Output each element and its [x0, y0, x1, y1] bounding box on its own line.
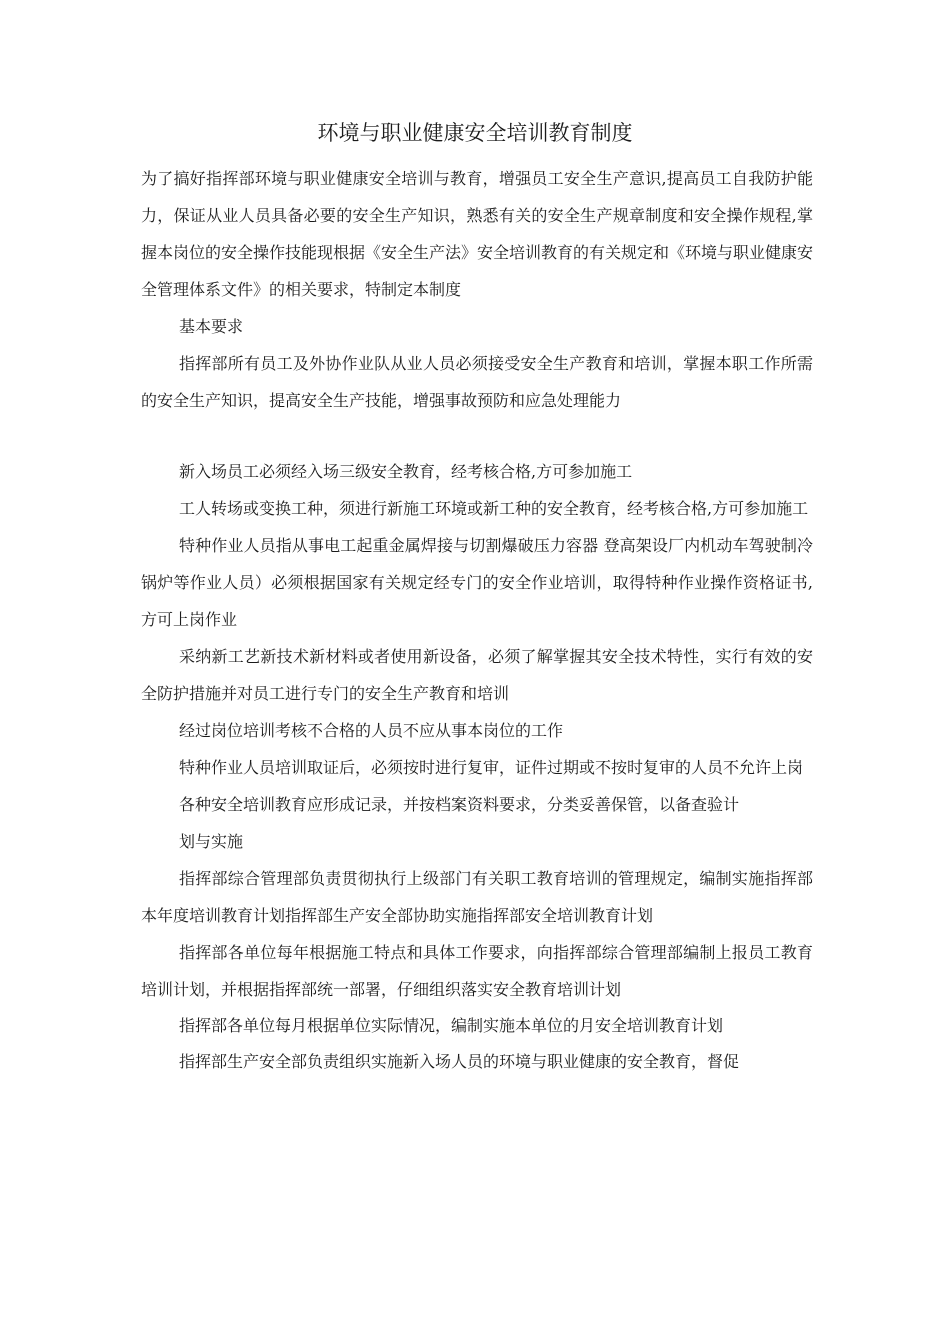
paragraph: 指挥部生产安全部负责组织实施新入场人员的环境与职业健康的安全教育，督促	[179, 1052, 740, 1071]
paragraph: 指挥部各单位每年根据施工特点和具体工作要求，向指挥部综合管理部编制上报员工教育培训计划，并根据指挥部统一部署，仔细组织落实安全教育培训计划	[141, 943, 813, 999]
paragraph: 经过岗位培训考核不合格的人员不应从事本岗位的工作	[179, 721, 564, 740]
section-heading-plan-and-implementation: 划与实施	[179, 832, 244, 851]
paragraph: 指挥部所有员工及外协作业队从业人员必须接受安全生产教育和培训，掌握本职工作所需的安全生产知识，提高安全生产技能，增强事故预防和应急处理能力	[141, 354, 813, 410]
paragraph: 特种作业人员指从事电工起重金属焊接与切割爆破压力容器 登高架设厂内机动车驾驶制冷锅炉等作业人员）必须根据国家有关规定经专门的安全作业培训，取得特种作业操作资格证书,方可上岗作业	[141, 536, 813, 629]
document-body	[141, 160, 813, 1080]
paragraph: 特种作业人员培训取证后，必须按时进行复审，证件过期或不按时复审的人员不允许上岗	[179, 758, 804, 777]
paragraph: 新入场员工必须经入场三级安全教育，经考核合格,方可参加施工	[179, 462, 633, 481]
intro-paragraph: 为了搞好指挥部环境与职业健康安全培训与教育，增强员工安全生产意识,提高员工自我防护能力，保证从业人员具备必要的安全生产知识，熟悉有关的安全生产规章制度和安全操作规程,掌握本岗位的安全操作技能现根据《安全生产法》安全培训教育的有关规定和《环境与职业健康安全管理体系文件》的相关要求，特制定本制度	[141, 169, 814, 299]
paragraph: 指挥部各单位每月根据单位实际情况，编制实施本单位的月安全培训教育计划	[179, 1016, 724, 1035]
paragraph: 指挥部综合管理部负责贯彻执行上级部门有关职工教育培训的管理规定，编制实施指挥部本年度培训教育计划指挥部生产安全部协助实施指挥部安全培训教育计划	[141, 869, 813, 925]
document-title: 环境与职业健康安全培训教育制度	[317, 121, 633, 145]
blank-spacer	[141, 419, 813, 453]
paragraph: 采纳新工艺新技术新材料或者使用新设备，必须了解掌握其安全技术特性，实行有效的安全防护措施并对员工进行专门的安全生产教育和培训	[141, 647, 813, 703]
paragraph: 各种安全培训教育应形成记录，并按档案资料要求，分类妥善保管，以备查验计	[179, 795, 740, 814]
section-heading-basic-requirements: 基本要求	[179, 317, 244, 336]
paragraph: 工人转场或变换工种，须进行新施工环境或新工种的安全教育，经考核合格,方可参加施工	[179, 499, 809, 518]
